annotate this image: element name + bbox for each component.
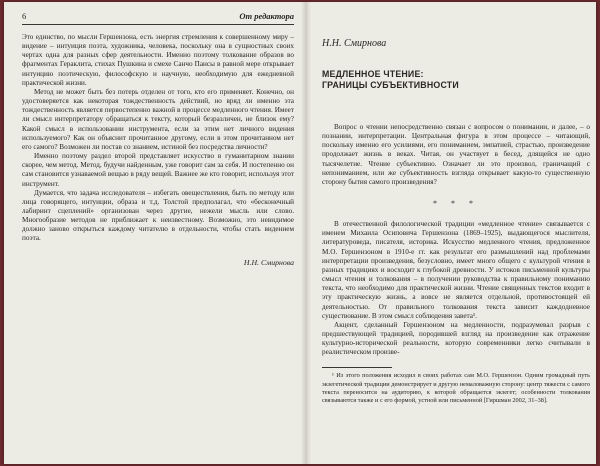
running-header <box>22 10 294 25</box>
book-gutter <box>301 2 311 464</box>
right-page <box>322 10 590 460</box>
page-number: 6 <box>22 11 27 21</box>
left-body-text <box>22 33 294 244</box>
paragraph: Это единство, по мысли Гершензона, есть энергия стремления к совершенному миру – видение – интуиция поэта, художника, человека, поскольку она в сущностных своих чертах одна для разных сфер деятельности. Именно поэтому толкование образов во фрагментах Гераклита, стихах Пушкина и смехе Санчо Пансы в равной мере открывает интуицию поэтическую, философскую и научную, необходимую для ежедневной практической жизни. <box>22 33 294 87</box>
paragraph: Именно поэтому раздел второй представляет искусство в гуманитарном знании скорее, чем метод. Метод, будучи найденным, уже говорит сам за себя. И постепенно он сам становится узнаваемой вещью в ряду вещей. Важнее же кто говорит, используя этот инструмент. <box>22 152 294 188</box>
paragraph: Акцент, сделанный Гершензоном на медленности, подразумевал разрыв с предшествующей традицией, породившей взгляд на произведение как отражение культурно-исторической реальности, которую современники легко считывали в реалистическом произве- <box>322 320 590 357</box>
article-title <box>322 69 590 91</box>
article-author: Н.Н. Смирнова <box>322 38 387 49</box>
paragraph: Думается, что задача исследователя – избегать овеществления, быть по методу или лица говорящего, интуиции, образа и т.д. Толстой предполагал, что «бесконечный лабиринт сцеплений» организован через другие, нежели мысль или слово. Многообразие методов не приближает к неизвестному. Возможно, это невидимое должно заново открыться каждому читателю в отдельности, чтобы стать видением поэта. <box>22 188 294 243</box>
section-divider: * * * <box>433 199 479 209</box>
article-title-line: МЕДЛЕННОЕ ЧТЕНИЕ: <box>322 69 424 79</box>
right-body-text <box>322 220 590 357</box>
book-spread <box>4 2 596 464</box>
epigraph-text: Вопрос о чтении непосредственно связан с вопросом о понимании, и далее, – о познании, интерпретации. Центральная фигура в этом процессе – читающий, поскольку именно его усилиями, его пониманием, эмпатией, страстью, произведение продолжает жизнь в веках. Читая, он участвует в бесед, длящейся не одно тысячелетие. Чтение субъективно. Означает ли это произвол, граничащий с непониманием, или же субъективность взгляда открывает какую-то существенную сторону бытия самого произведения? <box>322 123 590 186</box>
running-title: От редактора <box>239 11 294 21</box>
signature: Н.Н. Смирнова <box>243 257 294 267</box>
paragraph: В отечественной филологической традиции «медленное чтение» связывается с именем Михаила Осиповича Гершензона (1869–1925), выдающегося мыслителя, литературоведа, писателя, историка. Искусство медленного чтения, предложенное М.О. Гершензоном в 1910-е гг. как результат его размышлений над проблемами интерпретации произведения, безусловно, имеет много общего с культурой чтения в разных традициях и восходит к глубокой древности. У истоков письменной культуры смысл чтения и толкования – в получении руководства к правильному пониманию текста, что необходимо для практической жизни. Чтение священных текстов входит в эту практическую жизнь, а вовсе не является отдельной, противостоящей ей деятельностью. От правильного толкования текста зависит каждодневное существование. В этом смысл соблюдения завета¹. <box>322 220 590 320</box>
footnote-rule <box>322 367 392 368</box>
footnote <box>322 372 590 404</box>
epigraph <box>322 123 590 187</box>
article-title-line: ГРАНИЦЫ СУБЪЕКТИВНОСТИ <box>322 80 459 90</box>
footnote-text: ¹ Из этого положения исходил в своих работах сам М.О. Гершензон. Одним громадный путь экзегетической традиции демонстрирует и другую немаловажную сторону: центр тяжести с самого текста переносится на аудиторию, к которой обращается экзегет; особенности толкования связываются также и с его формой, устной или письменной [Гиршман 2002, 31–38]. <box>322 372 590 404</box>
left-page <box>22 10 294 460</box>
paragraph: Метод не может быть без потерь отделен от того, кто его применяет. Конечно, он удостоверяется как некоторая тождественность действий, но вряд ли именно эта тождественность является первостепенно важной в процессе медленного чтения. Имеет ли смысл интерпретатору обращаться к тексту, который безразличен, не близок ему? Какой смысл в использовании инструмента, если за этим нет личного видения используемого? Как он объяснит прочитанное другому, если в этом прочитанном нет его самого? Возможен ли постав со знанием, истиной без посредства личности? <box>22 87 294 151</box>
